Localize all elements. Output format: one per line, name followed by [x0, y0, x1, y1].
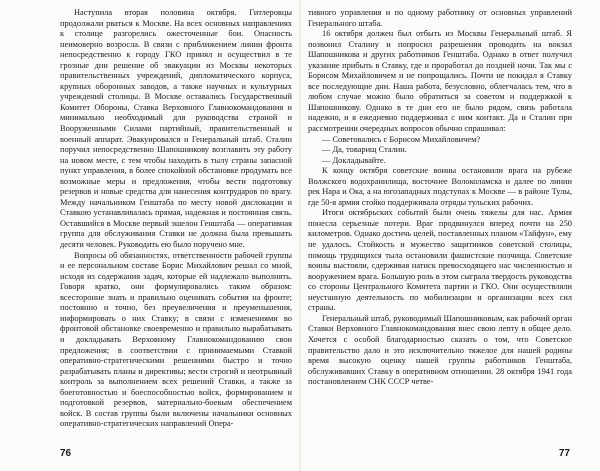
right-page-text: [308, 8, 572, 388]
paragraph: Итоги октябрьских событий были очень тяжелы для нас. Армия понесла серьезные потери. Враг продвинулся вперед почти на 250 километров. Однако достичь целей, поставленных планом «Тайфун», ему не удалось. Стойкость и мужество защитников советской столицы, помощь трудящихся тыла остановили фашистские полчища. Советские воины выстояли, сдерживая натиск превосходящего нас численностью и вооружением врага. Большую роль в этом сыграла твердость руководства со стороны Центрального Комитета партии и ГКО. Они осуществляли неустанную деятельность по мобилизации и организации всех сил страны.: [308, 208, 572, 313]
paragraph: Генеральный штаб, руководимый Шапошниковым, как рабочий орган Ставки Верховного Главнокомандования внес свою лепту в общее дело. Хочется с особой благодарностью сказать о том, что Советское правительство дало и это исключительно тяжелое для нашей родины время высокую оценку нашей группы работников Генштаба, обслуживавших Ставку в оперативном отношении. 28 октября 1941 года постановлением СНК СССР четве-: [308, 313, 572, 387]
paragraph: Наступила вторая половина октября. Гитлеровцы продолжали рваться к Москве. На всех основных направлениях к столице разгорелись ожесточенные бои. Опасность неимоверно возросла. В связи с приближением линии фронта непосредственно к городу ГКО принял и осуществил в те грозные дни решение об эвакуации из Москвы некоторых правительственных учреждений, дипломатического корпуса, крупных оборонных заводов, а также научных и культурных учреждений столицы. В Москве оставались Государственный Комитет Обороны, Ставка Верховного Главнокомандования и минимально необходимый для руководства страной и Вооруженными Силами партийный, правительственный и военный аппарат. Эвакуировался и Генеральный штаб. Сталин поручил непосредственно Шапошникову возглавить эту работу на новом месте, с тем чтобы находить в тылу страны запасной пункт управления, в более спокойной обстановке продумать все возможные меры и предложения, чтобы вести подготовку резервов и новые средства для нанесения контрударов по врагу. Между начальником Генштаба по месту новой дислокации и Ставкою устанавливалась прямая, надежная и постоянная связь. Оставшийся в Москве первый эшелон Генштаба — оперативная группа для обслуживания Ставки не должна была превышать десяти человек. Руководить ею было поручено мне.: [60, 8, 292, 250]
page-number: 77: [558, 448, 570, 459]
left-page-text: [60, 8, 292, 430]
paragraph: 16 октября должен был отбыть из Москвы Генеральный штаб. Я позвонил Сталину и попросил разрешения проводить на вокзал Шапошникова и других работников Генштаба. Однако в ответ получил указание прибыть в Ставку, где и проработал до поздней ночи. Так мы с Борисом Михайловичем и не попрощались. Почти не покидал я Ставку все последующие дни. Наша работа, безусловно, облегчалась тем, что в любом случае можно было обратиться за советом и поддержкой к Шапошникову. Однако в те дни его не было рядом, связь работала надежно, и я ежедневно поддерживал с ним контакт. Да и Сталин при рассмотрении очередных вопросов обычно спрашивал:: [308, 29, 572, 134]
paragraph: К концу октября советские воины остановили врага на рубеже Волжского водохранилища, восточнее Волоколамска и далее по линии рек Нара и Ока, а на югозападных подступах к Москве — в районе Тулы, где 50-я армия стойко поддерживала отряды тульских рабочих.: [308, 166, 572, 207]
paragraph: Вопросы об обязанностях, ответственности рабочей группы и ее персональном составе Борис Михайлович решал со мной, исходя из содержания задач, которые ей надлежало выполнять. Говоря кратко, они формулировались таким образом: всесторонне знать и правильно оценивать события на фронте; постоянно и точно, без преувеличения и преуменьшения, информировать о них Ставку; в связи с изменениями во фронтовой обстановке своевременно и правильно вырабатывать и докладывать Верховному Главнокомандованию свои предложения; в соответствии с принимаемыми Ставкой оперативно-стратегическими решениями быстро и точно разрабатывать планы и директивы; вести строгий и неотрывный контроль за выполнением всех решений Ставки, а также за боеготовностью и боеспособностью войск, формированием и подготовкой резервов, материально-боевым обеспечением войск. В состав группы были включены начальники основных оперативно-стратегических направлений Опера-: [60, 250, 292, 429]
right-page: [300, 0, 600, 471]
dialogue-line: — Да, товарищ Сталин.: [322, 145, 407, 155]
page-number: 76: [60, 448, 72, 459]
dialogue-line: — Докладывайте.: [322, 155, 386, 165]
paragraph-continuation: тивного управления и по одному работнику от основных управлений Генерального штаба.: [308, 8, 572, 28]
dialogue-line: — Советовались с Борисом Михайловичем?: [322, 134, 481, 144]
